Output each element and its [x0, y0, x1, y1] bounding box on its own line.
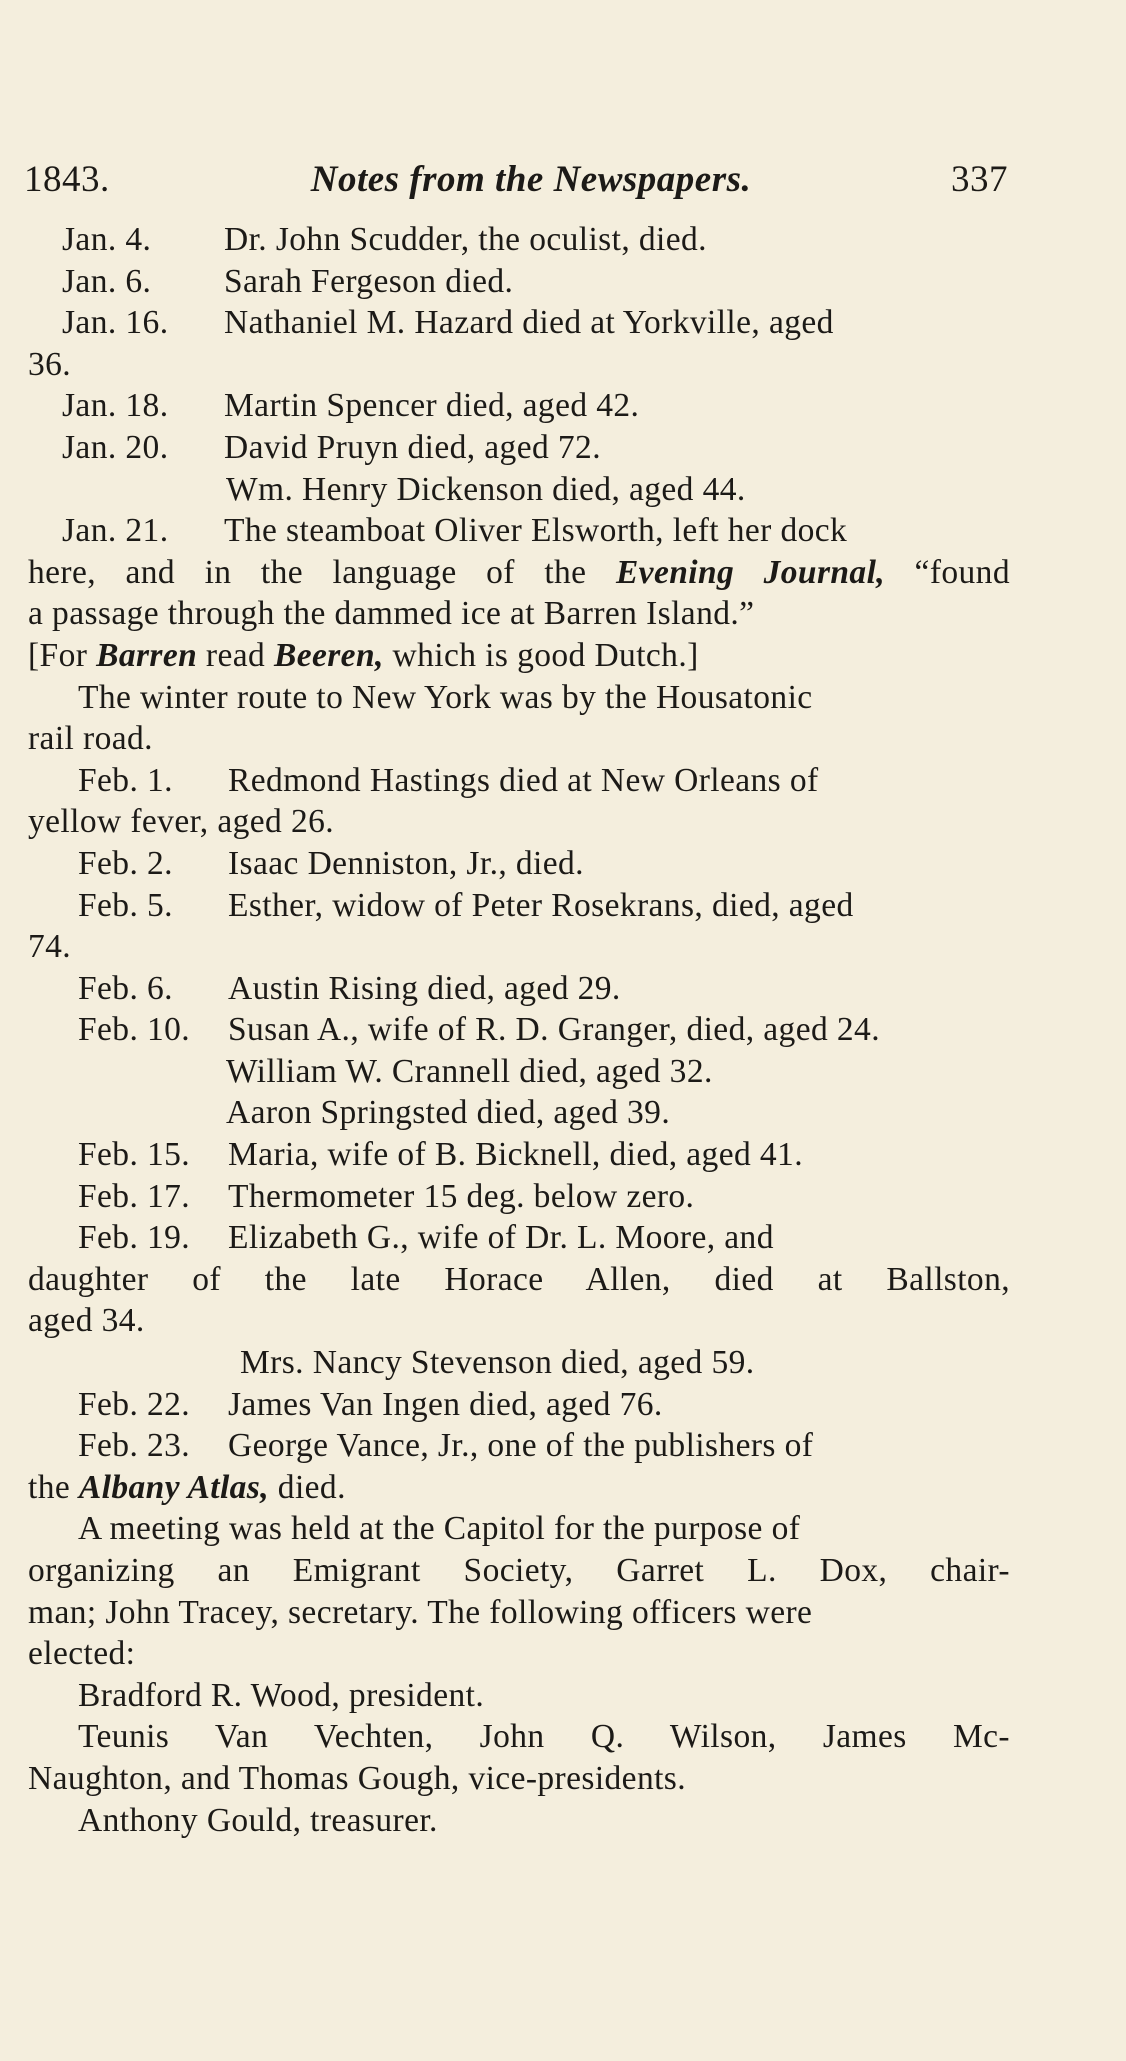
text-run: [For	[28, 636, 97, 674]
entry-date: Jan. 20.	[62, 428, 169, 466]
entry-date: Jan. 6.	[62, 262, 152, 300]
page-number: 337	[951, 159, 1008, 200]
entry-line	[28, 1134, 1010, 1176]
entry-line	[28, 219, 1010, 261]
entry-line: elected:	[28, 1635, 136, 1673]
entry-line	[28, 1009, 1010, 1051]
header-year: 1843.	[24, 159, 110, 200]
entry-text: Maria, wife of B. Bicknell, died, aged 41.	[228, 1136, 803, 1174]
entry-text: Sarah Fergeson died.	[224, 262, 514, 300]
entry-line: William W. Crannell died, aged 32.	[226, 1052, 713, 1090]
entry-text: Austin Rising died, aged 29.	[228, 969, 621, 1007]
entry-date: Jan. 18.	[62, 387, 169, 425]
entry-line	[28, 1217, 1010, 1259]
running-header	[24, 155, 1008, 205]
entry-date: Feb. 1.	[78, 761, 173, 799]
entry-line: Bradford R. Wood, president.	[78, 1676, 485, 1714]
entry-line: man; John Tracey, secretary. The following officers were	[28, 1593, 813, 1631]
entry-line	[28, 510, 1010, 552]
entry-text: Martin Spencer died, aged 42.	[224, 387, 640, 425]
italic-word: Beeren,	[273, 636, 384, 674]
text-run: the	[28, 1468, 79, 1506]
entry-line: Anthony Gould, treasurer.	[78, 1801, 438, 1839]
text-run: died.	[269, 1468, 346, 1506]
newspaper-title: Albany Atlas,	[78, 1468, 270, 1506]
italic-word: Barren	[96, 636, 198, 674]
entry-line	[28, 1425, 1010, 1467]
entry-continuation: 36.	[28, 345, 72, 383]
entry-date: Feb. 5.	[78, 886, 173, 924]
entry-line: Teunis Van Vechten, John Q. Wilson, James Mc-	[78, 1718, 1010, 1756]
entry-line: Wm. Henry Dickenson died, aged 44.	[226, 470, 746, 508]
entry-text: James Van Ingen died, aged 76.	[228, 1385, 663, 1423]
entry-line	[28, 385, 1010, 427]
header-title: Notes from the Newspapers.	[310, 159, 752, 200]
entry-line	[28, 1176, 1010, 1218]
entry-text: The steamboat Oliver Elsworth, left her dock	[224, 512, 848, 550]
entry-line: a passage through the dammed ice at Barren Island.”	[28, 595, 755, 633]
entry-date: Feb. 15.	[78, 1136, 191, 1174]
entry-line	[28, 261, 1010, 303]
entry-text: Redmond Hastings died at New Orleans of	[228, 761, 819, 799]
entry-text: Thermometer 15 deg. below zero.	[228, 1177, 695, 1215]
entry-line: rail road.	[28, 720, 153, 758]
entry-continuation: 74.	[28, 928, 72, 966]
entry-line	[28, 427, 1010, 469]
entry-date: Jan. 16.	[62, 304, 169, 342]
entry-date: Feb. 10.	[78, 1011, 191, 1049]
entry-text: Nathaniel M. Hazard died at Yorkville, aged	[224, 304, 834, 342]
entry-line	[28, 843, 1010, 885]
entry-line: Naughton, and Thomas Gough, vice-presidents.	[28, 1759, 687, 1797]
text-run: “found	[885, 553, 1010, 591]
entry-date: Feb. 17.	[78, 1177, 191, 1215]
entry-line	[28, 635, 1010, 677]
entry-date: Feb. 6.	[78, 969, 173, 1007]
entry-text: Esther, widow of Peter Rosekrans, died, aged	[228, 886, 854, 924]
entry-text: George Vance, Jr., one of the publishers of	[228, 1427, 814, 1465]
entry-line	[28, 968, 1010, 1010]
entry-line: Aaron Springsted died, aged 39.	[226, 1094, 671, 1132]
entry-text: Dr. John Scudder, the oculist, died.	[224, 221, 707, 258]
entry-text: Susan A., wife of R. D. Granger, died, aged 24.	[228, 1011, 880, 1049]
entry-date: Feb. 22.	[78, 1385, 191, 1423]
entry-line	[28, 760, 1010, 802]
entry-date: Feb. 19.	[78, 1219, 191, 1257]
entry-line: Mrs. Nancy Stevenson died, aged 59.	[240, 1344, 755, 1382]
page-body	[28, 219, 1010, 1841]
text-run: which is good Dutch.]	[383, 636, 699, 674]
text-run: here, and in the language of the	[28, 553, 616, 591]
entry-date: Jan. 21.	[62, 512, 169, 550]
entry-date: Jan. 4.	[62, 221, 152, 258]
entry-line	[28, 302, 1010, 344]
entry-line	[28, 885, 1010, 927]
entry-line: yellow fever, aged 26.	[28, 803, 335, 841]
entry-line: aged 34.	[28, 1302, 145, 1340]
entry-line: daughter of the late Horace Allen, died at Ballston,	[28, 1260, 1010, 1298]
entry-text: David Pruyn died, aged 72.	[224, 428, 601, 466]
entry-text: Elizabeth G., wife of Dr. L. Moore, and	[228, 1219, 774, 1257]
entry-line: The winter route to New York was by the Housatonic	[78, 678, 813, 716]
entry-text: Isaac Denniston, Jr., died.	[228, 844, 584, 882]
entry-line	[28, 1384, 1010, 1426]
entry-line: organizing an Emigrant Society, Garret L. Dox, chair-	[28, 1552, 1010, 1589]
text-run: read	[197, 636, 274, 674]
entry-line: A meeting was held at the Capitol for the purpose of	[78, 1510, 801, 1548]
entry-line	[28, 1467, 1010, 1509]
entry-line	[28, 552, 1010, 594]
entry-date: Feb. 23.	[78, 1427, 191, 1465]
newspaper-title: Evening Journal,	[615, 553, 886, 591]
entry-date: Feb. 2.	[78, 844, 173, 882]
